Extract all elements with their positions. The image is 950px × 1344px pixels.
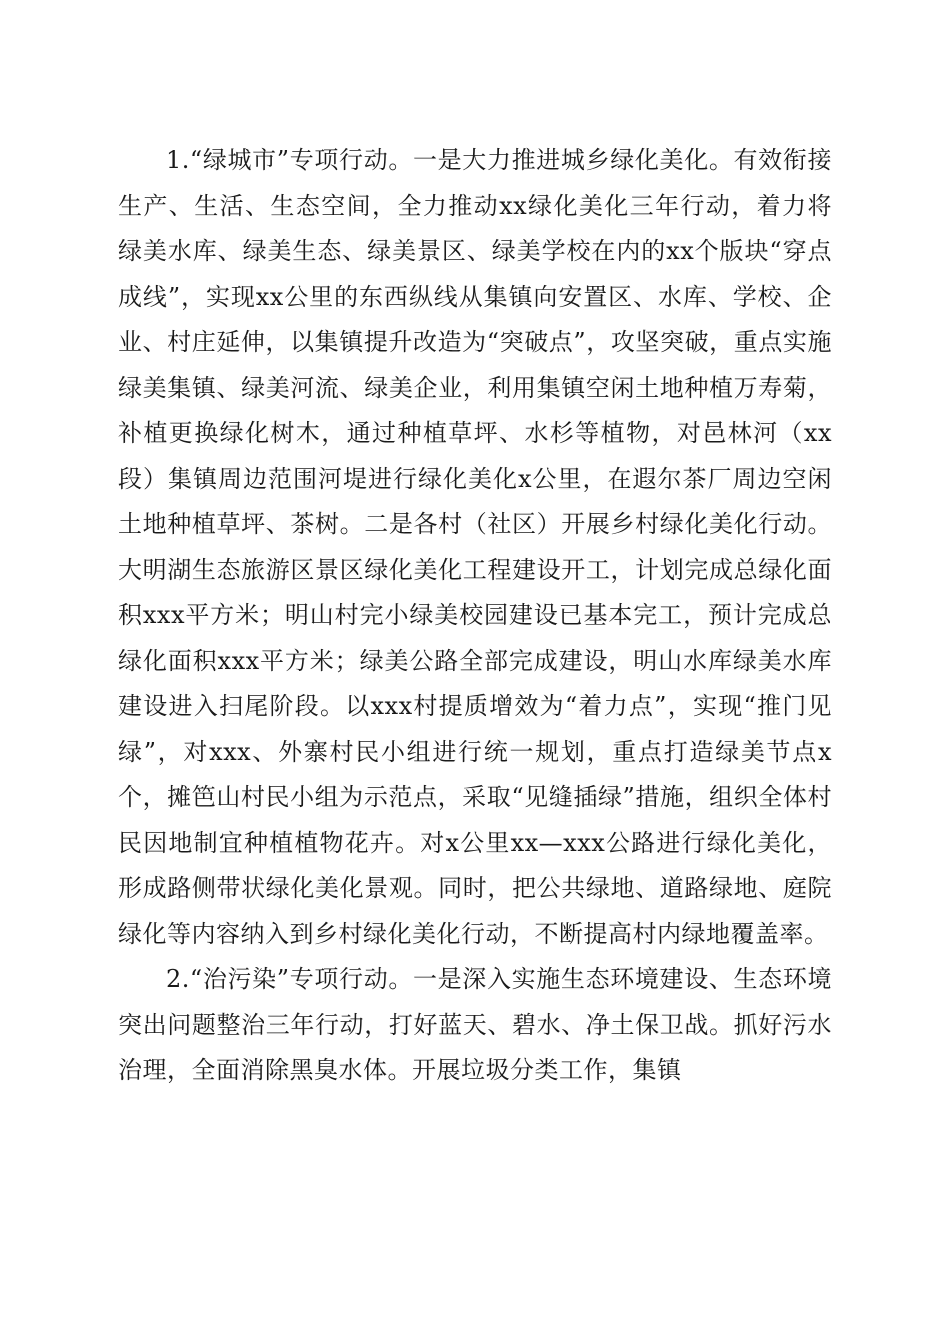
paragraph-1-text: “绿城市”专项行动。一是大力推进城乡绿化美化。有效衔接生产、生活、生态空间，全力推动xx绿化美化三年行动，着力将绿美水库、绿美生态、绿美景区、绿美学校在内的xx个版块“穿点成线”，实现xx公里的东西纵线从集镇向安置区、水库、学校、企业、村庄延伸，以集镇提升改造为“突破点”，攻坚突破，重点实施绿美集镇、绿美河流、绿美企业，利用集镇空闲土地种植万寿菊，补植更换绿化树木，通过种植草坪、水杉等植物，对邑林河（xx段）集镇周边范围河堤进行绿化美化x公里，在遐尔茶厂周边空闲土地种植草坪、茶树。二是各村（社区）开展乡村绿化美化行动。大明湖生态旅游区景区绿化美化工程建设开工，计划完成总绿化面积xxx平方米；明山村完小绿美校园建设已基本完工，预计完成总绿化面积xxx平方米；绿美公路全部完成建设，明山水库绿美水库建设进入扫尾阶段。以xxx村提质增效为“着力点”，实现“推门见绿”，对xxx、外寨村民小组进行统一规划，重点打造绿美节点x个，摊笆山村民小组为示范点，采取“见缝插绿”措施，组织全体村民因地制宜种植植物花卉。对x公里xx—xxx公路进行绿化美化，形成路侧带状绿化美化景观。同时，把公共绿地、道路绿地、庭院绿化等内容纳入到乡村绿化美化行动，不断提高村内绿地覆盖率。 [118, 146, 832, 948]
paragraph-1-number: 1. [166, 146, 190, 174]
paragraph-1 [118, 138, 832, 957]
document-body [118, 138, 832, 1094]
paragraph-2-number: 2. [166, 965, 190, 993]
paragraph-2-text: “治污染”专项行动。一是深入实施生态环境建设、生态环境突出问题整治三年行动，打好蓝天、碧水、净土保卫战。抓好污水治理，全面消除黑臭水体。开展垃圾分类工作，集镇 [118, 965, 832, 1084]
paragraph-2 [118, 957, 832, 1094]
